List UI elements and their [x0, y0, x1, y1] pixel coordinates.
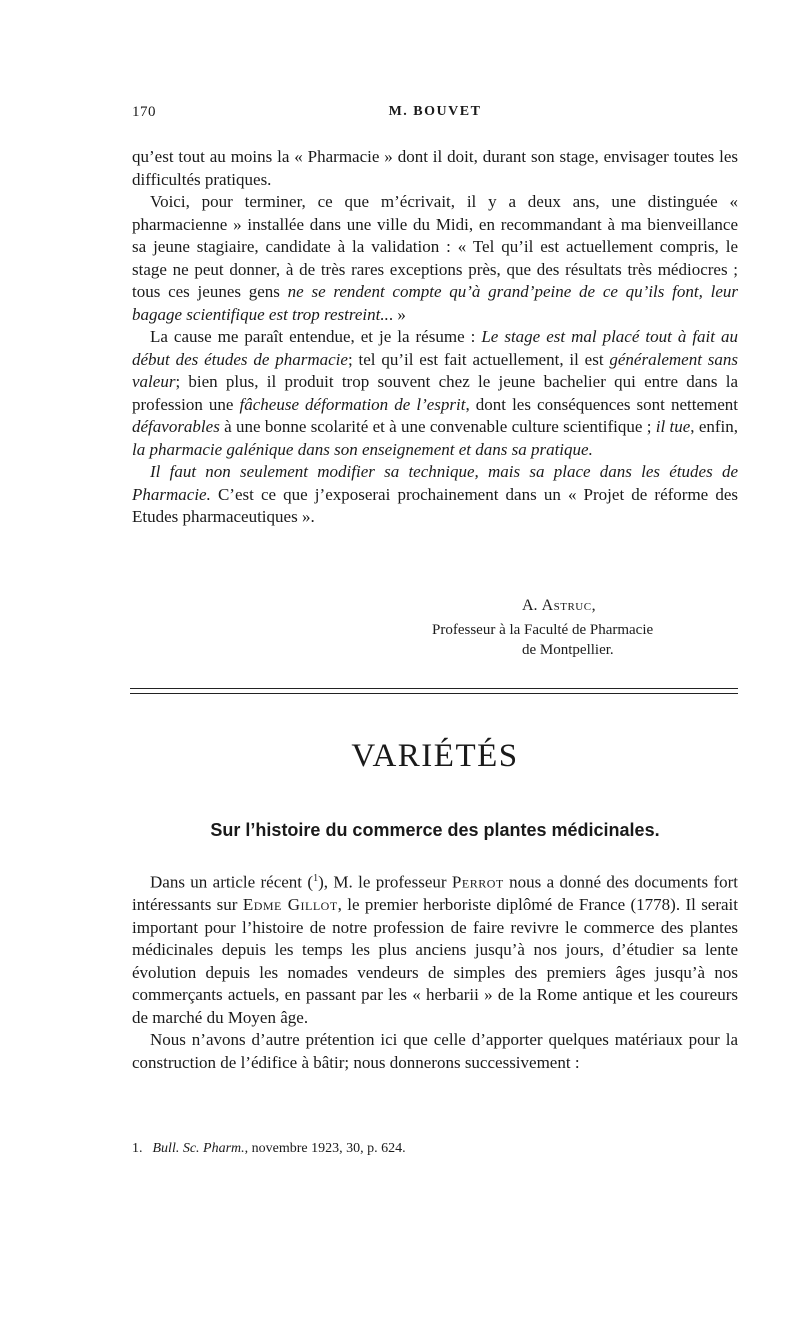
- paragraph-conclusion: [132, 461, 738, 529]
- text-run: ; bien plus, il produit trop souvent chez le jeune bachelier qui entre dans la profession une: [132, 372, 738, 414]
- page-number: 170: [132, 104, 156, 120]
- paragraph-continuation: qu’est tout au moins la « Pharmacie » dont il doit, durant son stage, envisager toutes les difficultés pratiques.: [132, 147, 738, 189]
- footnote-ref[interactable]: 1: [313, 873, 319, 884]
- author-name: [522, 596, 596, 616]
- author-affiliation: de Montpellier.: [522, 642, 614, 658]
- text-run: , le premier herboriste diplômé de France (1778). Il serait important pour l’histoire de notre profession de faire revivre le commerce des plantes médicinales depuis les temps les plus anciens jusqu’à nos jours, d’étudier sa lente évolution depuis les nomades vendeurs de simples des premiers âges jusqu’à nos commerçants actuels, en passant par les « herbarii » de la Rome antique et les coureurs de marché du Moyen âge.: [132, 895, 739, 1027]
- text-run: Dans un article récent (: [150, 872, 314, 892]
- text-run: . »: [388, 304, 406, 324]
- italic-run: ne se rendent compte qu’à grand’peine de ce qu’ils font, leur bagage scientifique est trop restreint..: [132, 282, 738, 324]
- author-initial: A.: [522, 597, 542, 614]
- italic-run: il tue: [655, 417, 691, 436]
- text-run: , enfin,: [690, 417, 739, 436]
- letter-text: [132, 146, 738, 529]
- author-title: Professeur à la Faculté de Pharmacie: [432, 622, 654, 638]
- text-run: à une bonne scolarité et à une convenable culture scientifique ;: [219, 417, 656, 436]
- text-run: La cause me paraît entendue, et je la résume :: [150, 327, 482, 346]
- person-name: Edme Gillot: [242, 895, 338, 915]
- text-run: nous a donné des documents fort intéressants sur: [132, 872, 739, 915]
- text-run: Voici, pour terminer, ce que m’écrivait, il y a deux ans, une distinguée « pharmacienne » installée dans une ville du Midi, en recommandant à ma bienveillance sa jeune stagiaire, candidate à la validation : « Tel qu’il est actuellement compris, le stage ne peut donner, à de très rares exceptions près, que des résultats très médiocres ; tous ces jeunes gens: [132, 192, 738, 301]
- section-divider-top: [130, 688, 738, 689]
- author-surname: Astruc,: [541, 597, 597, 614]
- section-divider-bottom: [130, 693, 738, 694]
- section-title: VARIÉTÉS: [351, 738, 519, 774]
- article-text: [132, 868, 738, 1074]
- paragraph-cause: [132, 326, 738, 461]
- text-run: ; tel qu’il est fait actuellement, il est: [347, 349, 610, 369]
- footnote-citation: , novembre 1923, 30, p. 624.: [244, 1141, 406, 1156]
- person-name: Perrot: [451, 872, 504, 892]
- italic-run: la pharmacie galénique dans son enseignement et dans sa pratique.: [132, 439, 593, 459]
- article-paragraph-1: [132, 868, 738, 1029]
- italic-run: Le stage est mal placé tout à fait au début des études de pharmacie: [132, 327, 738, 369]
- footnote: [132, 1141, 738, 1157]
- running-head: [132, 104, 738, 126]
- article-paragraph-2: Nous n’avons d’autre prétention ici que celle d’apporter quelques matériaux pour la construction de l’édifice à bâtir; nous donnerons successivement :: [132, 1030, 738, 1072]
- footnote-number: 1.: [132, 1141, 143, 1156]
- text-run: ), M. le professeur: [318, 872, 452, 892]
- italic-run: fâcheuse déformation de l’esprit: [239, 394, 466, 414]
- footnote-journal: Bull. Sc. Pharm.: [152, 1141, 245, 1156]
- running-title: M. BOUVET: [388, 104, 482, 119]
- italic-run: Il faut non seulement modifier sa technique, mais sa place dans les études de Pharmacie.: [132, 462, 738, 504]
- text-run: , dont les conséquences sont nettement: [465, 394, 738, 414]
- italic-run: défavorables: [132, 417, 220, 436]
- paragraph-voici: [132, 191, 738, 326]
- italic-run: généralement sans valeur: [132, 349, 738, 391]
- text-run: C’est ce que j’exposerai prochainement dans un « Projet de réforme des Etudes pharmaceutiques ».: [132, 484, 738, 526]
- article-title: Sur l’histoire du commerce des plantes médicinales.: [210, 820, 660, 840]
